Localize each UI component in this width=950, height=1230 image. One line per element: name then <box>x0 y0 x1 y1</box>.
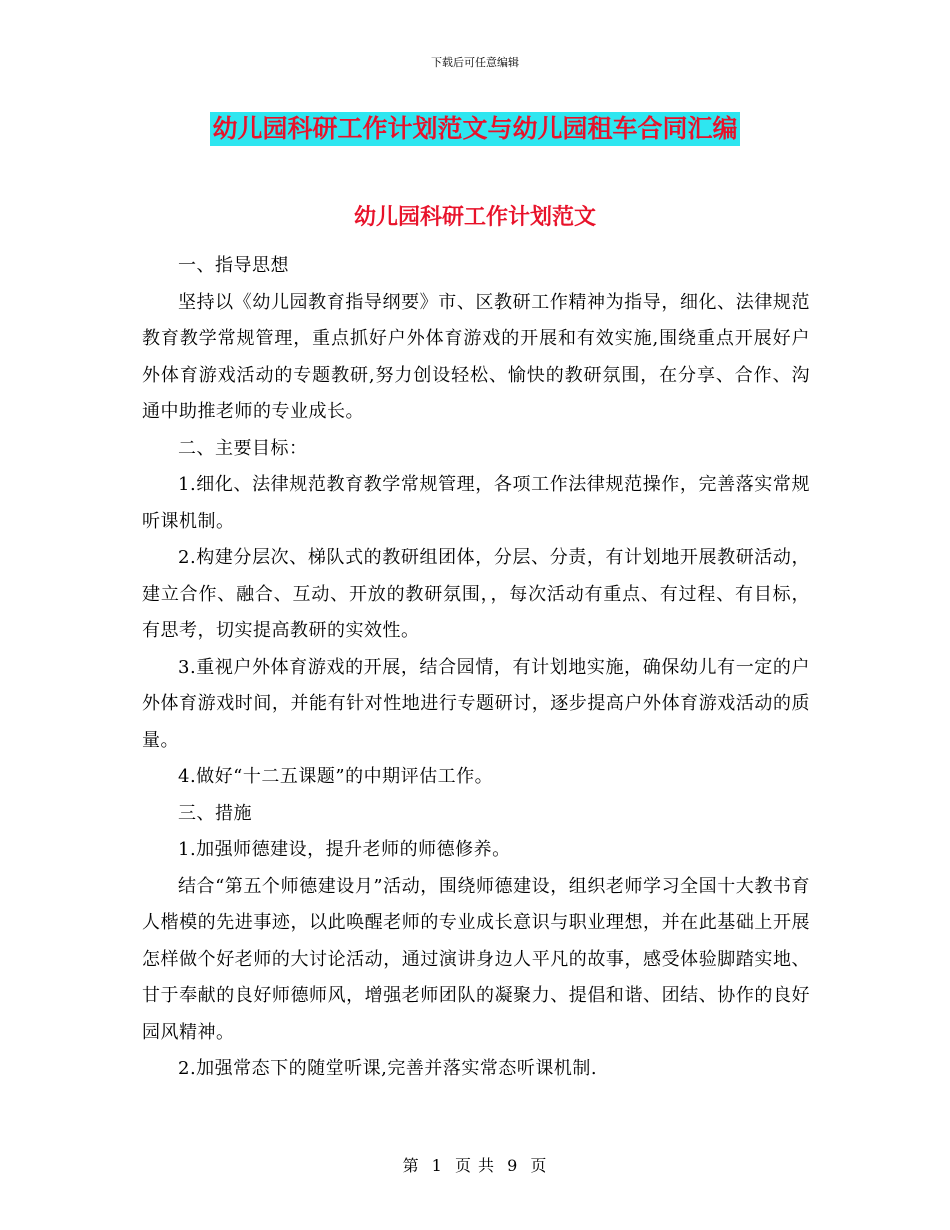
paragraph-heading-guiding-ideology: 一、指导思想 <box>178 255 289 276</box>
header-note: 下载后可任意编辑 <box>431 56 519 69</box>
document-body <box>142 248 810 1088</box>
section-title: 幼儿园科研工作计划范文 <box>353 205 596 230</box>
current-page-number: 1 <box>431 1156 443 1175</box>
paragraph: 1.加强师德建设，提升老师的师德修养。 <box>178 839 511 860</box>
paragraph: 结合“第五个师德建设月”活动，围绕师德建设，组织老师学习全国十大教书育人楷模的先进事迹，以此唤醒老师的专业成长意识与职业理想，并在此基础上开展怎样做个好老师的大讨论活动，通过演讲身边人平凡的故事，感受体验脚踏实地、甘于奉献的良好师德师风，增强老师团队的凝聚力、提倡和谐、团结、协作的良好园风精神。 <box>142 875 810 1043</box>
footer-middle: 页 共 <box>454 1156 496 1175</box>
paragraph-heading-measures: 三、措施 <box>178 802 252 824</box>
paragraph: 3.重视户外体育游戏的开展，结合园情，有计划地实施，确保幼儿有一定的户外体育游戏时间，并能有针对性地进行专题研讨，逐步提高户外体育游戏活动的质量。 <box>142 656 810 751</box>
paragraph-heading-main-goals: 二、主要目标： <box>178 437 308 459</box>
paragraph: 坚持以《幼儿园教育指导纲要》市、区教研工作精神为指导，细化、法律规范教育教学常规管理，重点抓好户外体育游戏的开展和有效实施,围绕重点开展好户外体育游戏活动的专题教研,努力创设轻松、愉快的教研氛围，在分享、合作、沟通中助推老师的专业成长。 <box>142 291 810 422</box>
paragraph: 4.做好“十二五课题”的中期评估工作。 <box>178 766 494 787</box>
footer-prefix: 第 <box>402 1156 420 1175</box>
main-title-wrapper <box>0 112 950 146</box>
paragraph: 1.细化、法律规范教育教学常规管理，各项工作法律规范操作，完善落实常规听课机制。 <box>142 474 810 532</box>
footer-suffix: 页 <box>530 1156 548 1175</box>
paragraph: 2.构建分层次、梯队式的教研组团体，分层、分责，有计划地开展教研活动，建立合作、融合、互动、开放的教研氛围，，每次活动有重点、有过程、有目标，有思考，切实提高教研的实效性。 <box>142 547 810 641</box>
total-pages-number: 9 <box>507 1156 519 1175</box>
page-footer <box>0 1153 950 1176</box>
main-title: 幼儿园科研工作计划范文与幼儿园租车合同汇编 <box>210 112 739 146</box>
paragraph: 2.加强常态下的随堂听课,完善并落实常态听课机制. <box>178 1058 598 1079</box>
